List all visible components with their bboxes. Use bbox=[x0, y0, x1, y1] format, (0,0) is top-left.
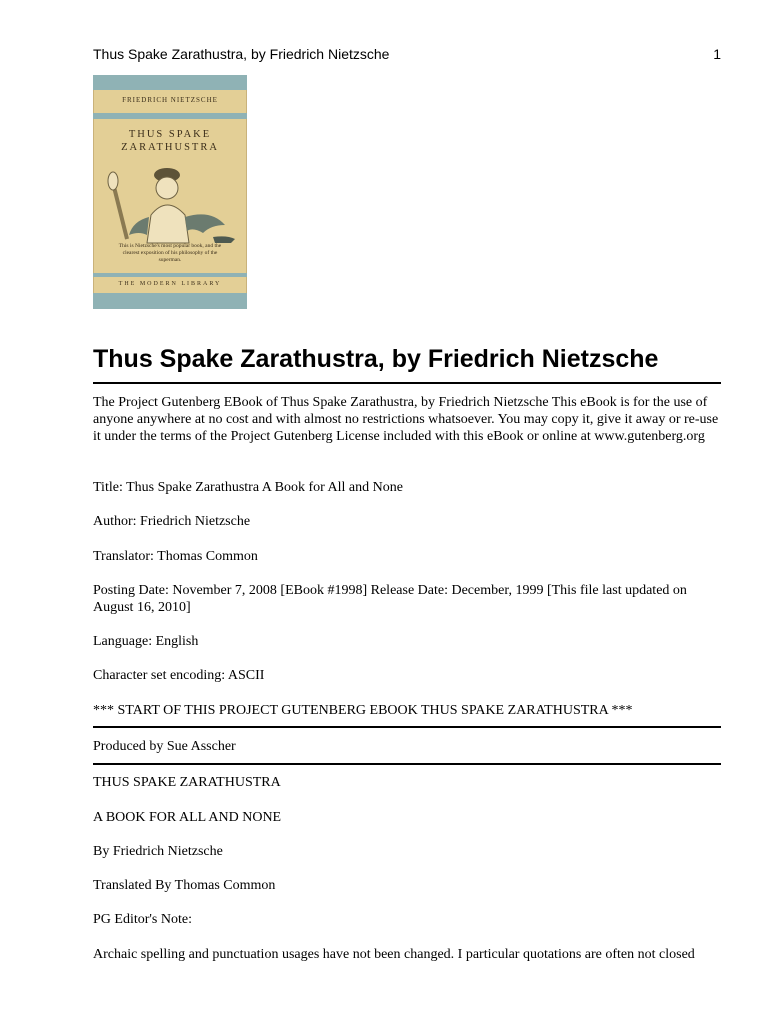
document-title: Thus Spake Zarathustra, by Friedrich Nietzsche bbox=[93, 345, 659, 373]
editor-note-label: PG Editor's Note: bbox=[93, 912, 192, 927]
meta-author: Author: Friedrich Nietzsche bbox=[93, 514, 251, 529]
produced-rule bbox=[93, 763, 721, 765]
start-marker: *** START OF THIS PROJECT GUTENBERG EBOOK THUS SPAKE ZARATHUSTRA *** bbox=[93, 703, 633, 718]
cover-divider-lower bbox=[93, 273, 247, 277]
meta-title: Title: Thus Spake Zarathustra A Book for All and None bbox=[93, 480, 403, 495]
cover-blurb: This is Nietzsche's most popular book, and the clearest exposition of his philosophy of the superman. bbox=[118, 243, 222, 263]
cover-top-band bbox=[93, 75, 247, 90]
cover-bottom-band bbox=[93, 293, 247, 309]
editor-note-text: Archaic spelling and punctuation usages have not been changed. I particular quotations are often not closed bbox=[93, 947, 695, 962]
cover-author: FRIEDRICH NIETZSCHE bbox=[122, 96, 218, 104]
title-rule bbox=[93, 382, 721, 384]
body-heading: THUS SPAKE ZARATHUSTRA bbox=[93, 775, 281, 790]
meta-language: Language: English bbox=[93, 634, 199, 649]
cover-divider bbox=[93, 113, 247, 119]
cover-title-line-2: ZARATHUSTRA bbox=[121, 142, 219, 153]
cover-title bbox=[93, 128, 247, 154]
produced-by: Produced by Sue Asscher bbox=[93, 739, 236, 754]
start-rule bbox=[93, 726, 721, 728]
running-title: Thus Spake Zarathustra, by Friedrich Nietzsche bbox=[93, 46, 390, 62]
cover-title-line-1: THUS SPAKE bbox=[128, 129, 212, 140]
intro-paragraph: The Project Gutenberg EBook of Thus Spake Zarathustra, by Friedrich Nietzsche This eBook is for the use of anyone anywhere at no cost and with almost no restrictions whatsoever. You may copy it, give it away or re-use it under the terms of the Project Gutenberg License included with this eBook or online at www.gutenberg.org bbox=[93, 395, 719, 444]
meta-charset: Character set encoding: ASCII bbox=[93, 668, 265, 683]
page-number: 1 bbox=[713, 46, 721, 62]
byline: By Friedrich Nietzsche bbox=[93, 844, 223, 859]
cover-illustration bbox=[93, 155, 247, 255]
meta-posting-date: Posting Date: November 7, 2008 [EBook #1998] Release Date: December, 1999 [This file last updated on August 16, 2010] bbox=[93, 583, 687, 615]
body-subheading: A BOOK FOR ALL AND NONE bbox=[93, 810, 282, 825]
running-header bbox=[93, 46, 721, 66]
cover-publisher: THE MODERN LIBRARY bbox=[118, 281, 222, 287]
translated-by: Translated By Thomas Common bbox=[93, 878, 276, 893]
book-cover-image bbox=[93, 75, 247, 309]
meta-translator: Translator: Thomas Common bbox=[93, 549, 258, 564]
